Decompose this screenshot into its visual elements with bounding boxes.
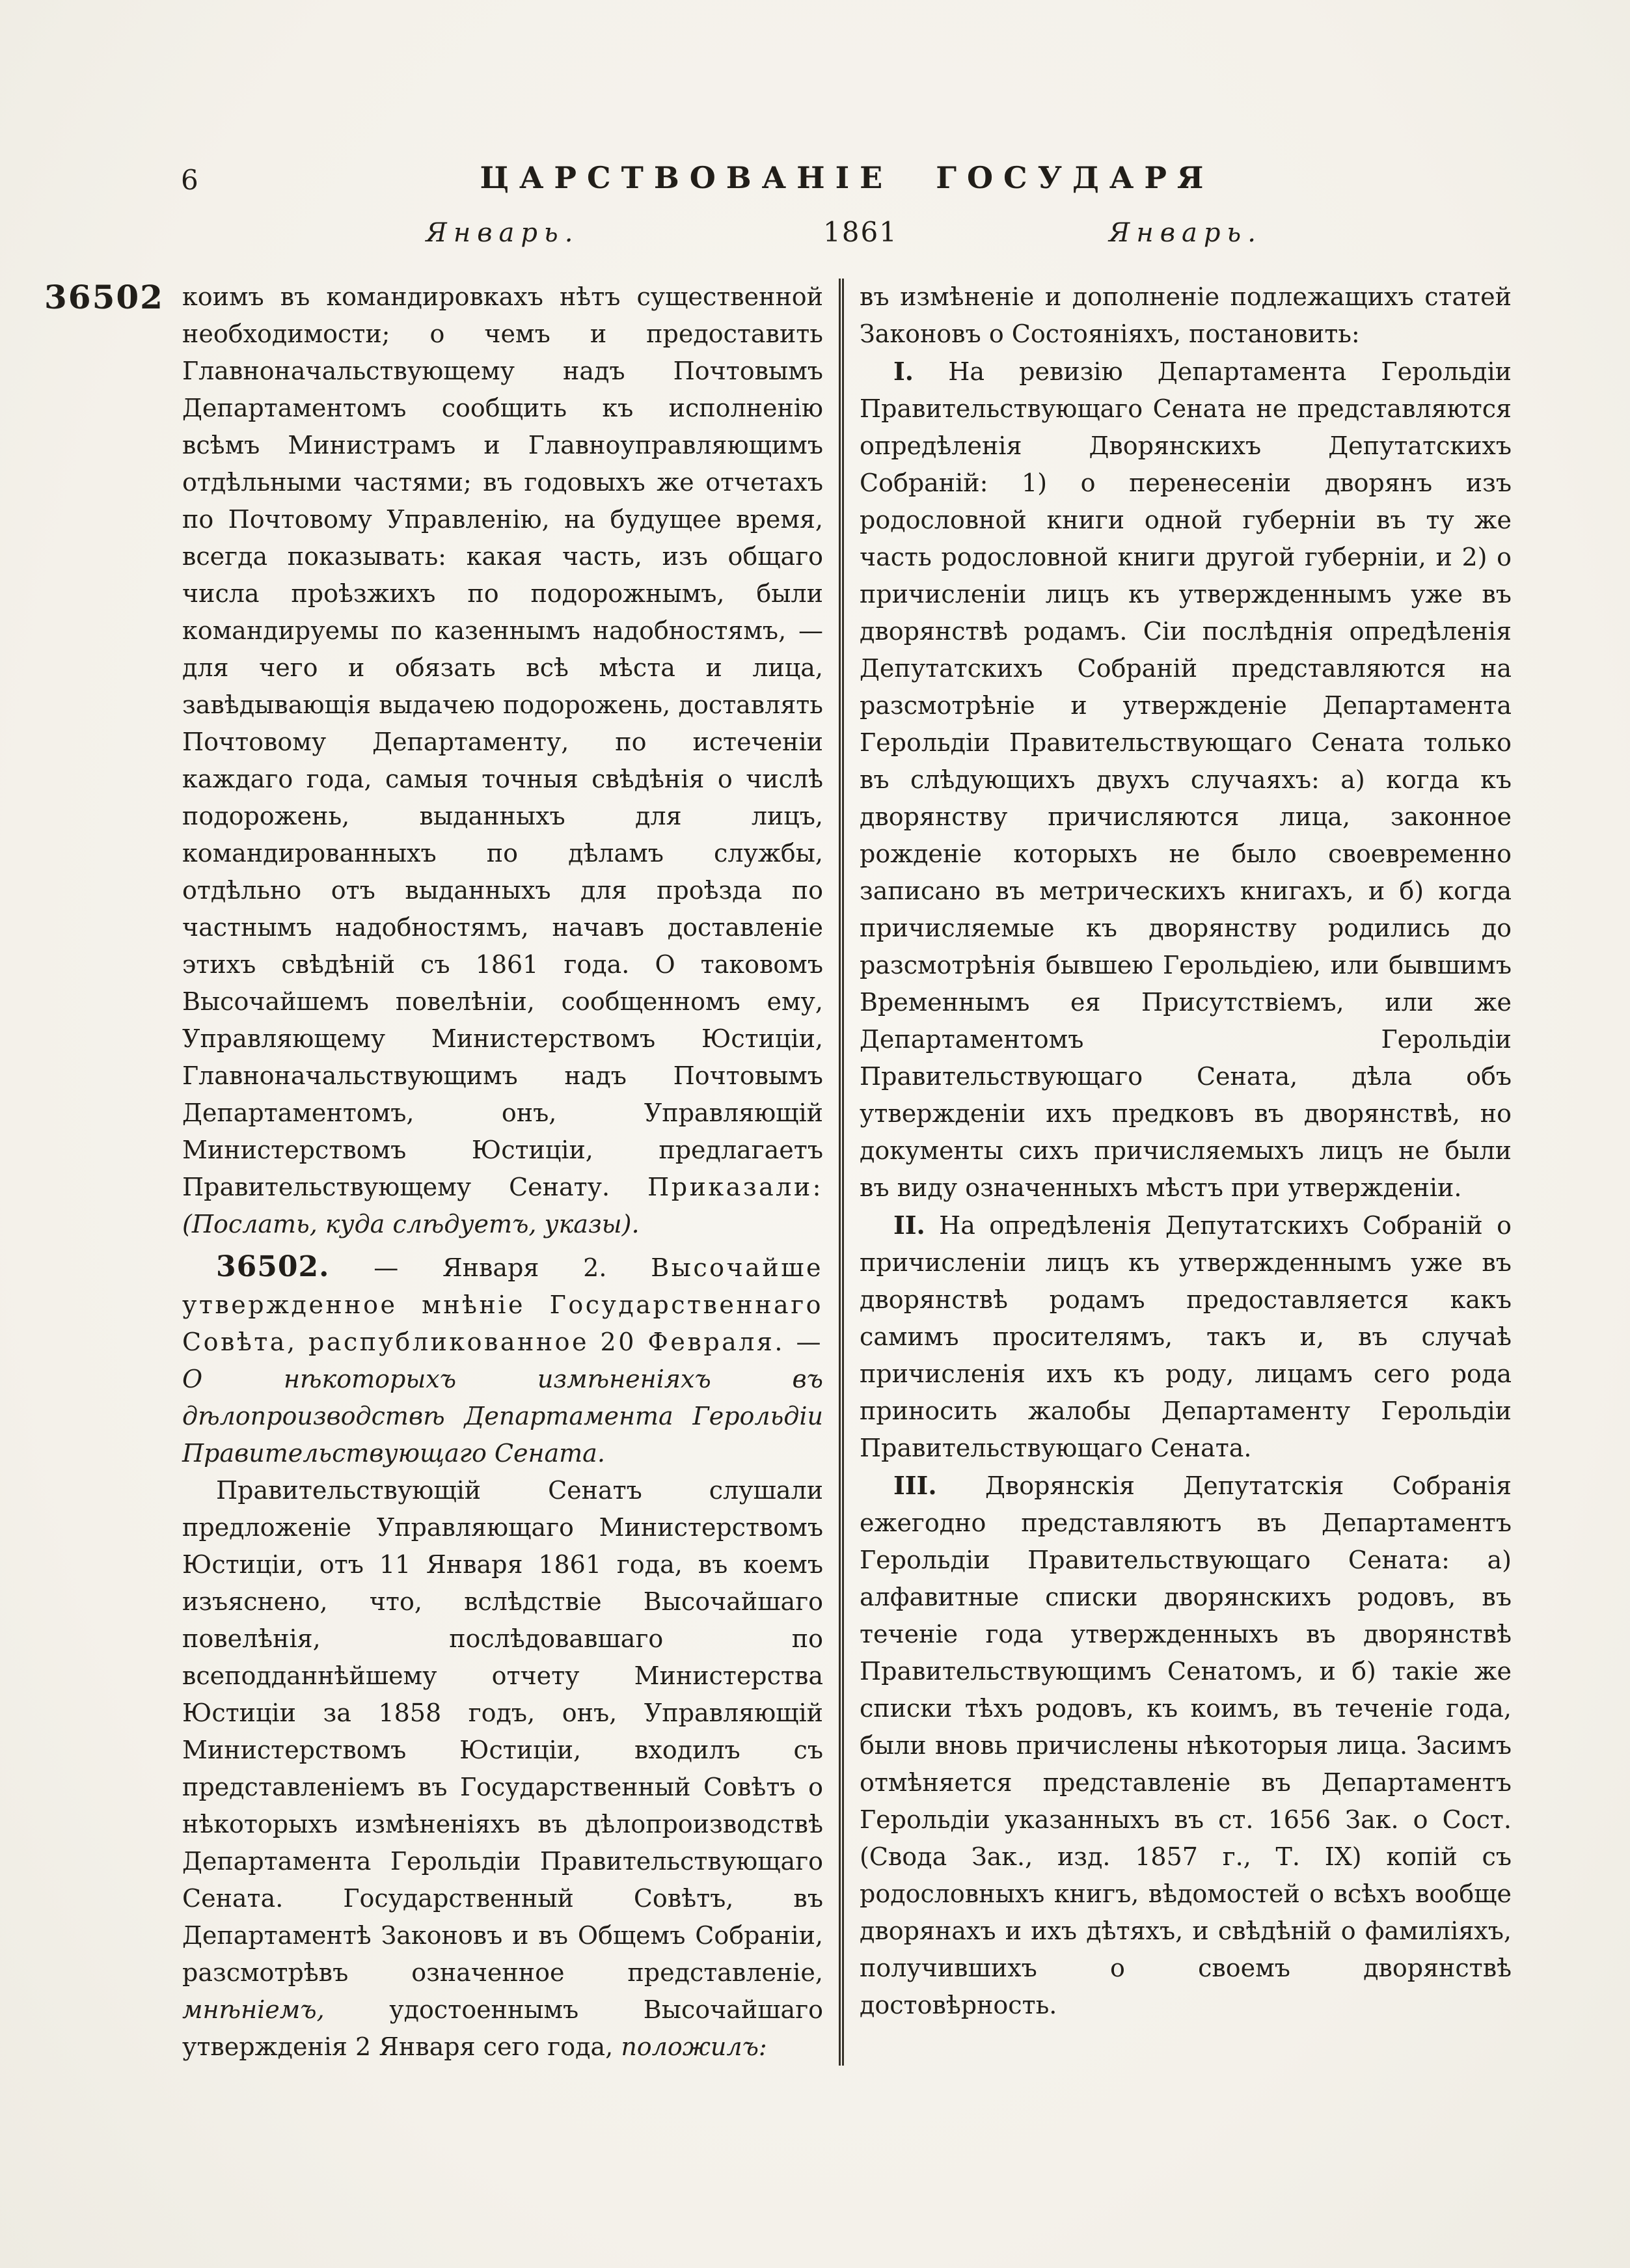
paragraph-text: На опредѣленія Депутатскихъ Собраній о причисленіи лицъ къ утвержденнымъ уже въ дворянствѣ родамъ предоставляется какъ самимъ просителямъ, такъ и, въ случаѣ причисленія ихъ къ роду, лицамъ сего рода приносить жалобы Департаменту Герольдіи Правительствующаго Сената. — [860, 1211, 1512, 1462]
paragraph-section-2 — [860, 1207, 1512, 1467]
paragraph-text: На ревизію Департамента Герольдіи Правительствующаго Сената не представляются опредѣленія Дворянскихъ Депутатскихъ Собраній: 1) о перенесеніи дворянъ изъ родословной книги одной губерніи въ ту же часть родословной книги другой губерніи, и 2) о причисленіи лицъ къ утвержденнымъ уже въ дворянствѣ родамъ. Сіи послѣднія опредѣленія Депутатскихъ Собраній представляются на разсмотрѣніе и утвержденіе Департамента Герольдіи Правительствующаго Сената только въ слѣдующихъ двухъ случаяхъ: а) когда къ дворянству причисляются лица, законное рожденіе которыхъ не было своевременно записано въ метрическихъ книгахъ, и б) когда причисляемые къ дворянству родились до разсмотрѣнія бывшею Герольдіею, или бывшимъ Временнымъ ея Присутствіемъ, или же Департаментомъ Герольдіи Правительствующаго Сената, дѣла объ утвержденіи ихъ предковъ въ дворянствѣ, но документы сихъ причисляемыхъ лицъ не были въ виду означенныхъ мѣстъ при утвержденіи. — [860, 357, 1512, 1202]
column-divider-rule — [839, 279, 844, 2066]
article-subject: О нѣкоторыхъ измѣненіяхъ въ дѣлопроизводствѣ Департамента Герольдіи Правительствующаго Сената. — [182, 1365, 823, 1468]
article-number: 36502. — [216, 1250, 330, 1283]
paragraph-continuation — [860, 279, 1512, 353]
month-label-right: Январь. — [1109, 218, 1262, 248]
year-label: 1861 — [823, 216, 898, 248]
section-number: II. — [893, 1210, 925, 1240]
left-margin-gutter — [0, 279, 182, 2066]
article-title: Высочайше утвержденное мнѣніе Государственнаго Совѣта, распубликованное 20 Февраля. — — [182, 1253, 823, 1356]
paragraph-text: коимъ въ командировкахъ нѣтъ существенной необходимости; о чемъ и предоставить Главноначальствующему надъ Почтовымъ Департаментомъ сообщить къ исполненію всѣмъ Министрамъ и Главноуправляющимъ отдѣльными частями; въ годовыхъ же отчетахъ по Почтовому Управленію, на будущее время, всегда показывать: какая часть, изъ общаго числа проѣзжихъ по подорожнымъ, были командируемы по казеннымъ надобностямъ, — для чего и обязать всѣ мѣста и лица, завѣдывающія выдачею подорожень, доставлять Почтовому Департаменту, по истеченіи каждаго года, самыя точныя свѣдѣнія о числѣ подорожень, выданныхъ для лицъ, командированныхъ по дѣламъ службы, отдѣльно отъ выданныхъ для проѣзда по частнымъ надобностямъ, начавъ доставленіе этихъ свѣдѣній съ 1861 года. О таковомъ Высочайшемъ повелѣніи, сообщенномъ ему, Управляющему Министерствомъ Юстиціи, Главноначальствующимъ надъ Почтовымъ Департаментомъ, онъ, Управляющій Министерствомъ Юстиціи, предлагаетъ Правительствующему Сенату. — [182, 282, 823, 1201]
resolution-label: Приказали: — [647, 1173, 823, 1201]
emphasized-word: мнѣніемъ, — [182, 1995, 325, 2024]
month-label-left: Январь. — [426, 218, 580, 248]
article-heading — [182, 1248, 823, 1472]
paragraph-continuation — [182, 279, 823, 1243]
paragraph-body — [182, 1472, 823, 2066]
paragraph-section-1 — [860, 353, 1512, 1207]
article-date: — Января 2. — [374, 1253, 607, 1282]
page-body — [0, 279, 1512, 2066]
page-subheader — [182, 216, 1512, 248]
page-header-title: ЦАРСТВОВАНІЕ ГОСУДАРЯ — [480, 160, 1214, 195]
right-column — [860, 279, 1512, 2066]
paragraph-text: удостоеннымъ Высочайшаго утвержденія 2 Января сего года, — [182, 1995, 823, 2061]
margin-article-number: 36502 — [44, 278, 164, 316]
section-number: III. — [893, 1471, 937, 1500]
paragraph-section-3 — [860, 1467, 1512, 2024]
page-number: 6 — [181, 164, 198, 196]
paragraph-text: Правительствующій Сенатъ слушали предложеніе Управляющаго Министерствомъ Юстиціи, отъ 11 Января 1861 года, въ коемъ изъяснено, что, вслѣдствіе Высочайшаго повелѣнія, послѣдовавшаго по всеподданнѣйшему отчету Министерства Юстиціи за 1858 годъ, онъ, Управляющій Министерствомъ Юстиціи, входилъ съ представленіемъ въ Государственный Совѣтъ о нѣкоторыхъ измѣненіяхъ въ дѣлопроизводствѣ Департамента Герольдіи Правительствующаго Сената. Государственный Совѣтъ, въ Департаментѣ Законовъ и въ Общемъ Собраніи, разсмотрѣвъ означенное представленіе, — [182, 1476, 823, 1987]
paragraph-text: въ измѣненіе и дополненіе подлежащихъ статей Законовъ о Состояніяхъ, постановить: — [860, 282, 1512, 348]
paragraph-text: Дворянскія Депутатскія Собранія ежегодно представляютъ въ Департаментъ Герольдіи Правительствующаго Сената: а) алфавитные списки дворянскихъ родовъ, въ теченіе года утвержденныхъ въ дворянствѣ Правительствующимъ Сенатомъ, и б) такіе же списки тѣхъ родовъ, къ коимъ, въ теченіе года, были вновь причислены нѣкоторыя лица. Засимъ отмѣняется представленіе въ Департаментъ Герольдіи указанныхъ въ ст. 1656 Зак. о Сост. (Свода Зак., изд. 1857 г., Т. IX) копій съ родословныхъ книгъ, вѣдомостей о всѣхъ вообще дворянахъ и ихъ дѣтяхъ, и свѣдѣній о фамиліяхъ, получившихъ о своемъ дворянствѣ достовѣрность. — [860, 1471, 1512, 2019]
section-number: I. — [893, 357, 914, 386]
left-column — [182, 279, 823, 2066]
resolution-note: (Послать, куда слѣдуетъ, указы). — [182, 1210, 640, 1238]
emphasized-word: положилъ: — [621, 2032, 767, 2061]
